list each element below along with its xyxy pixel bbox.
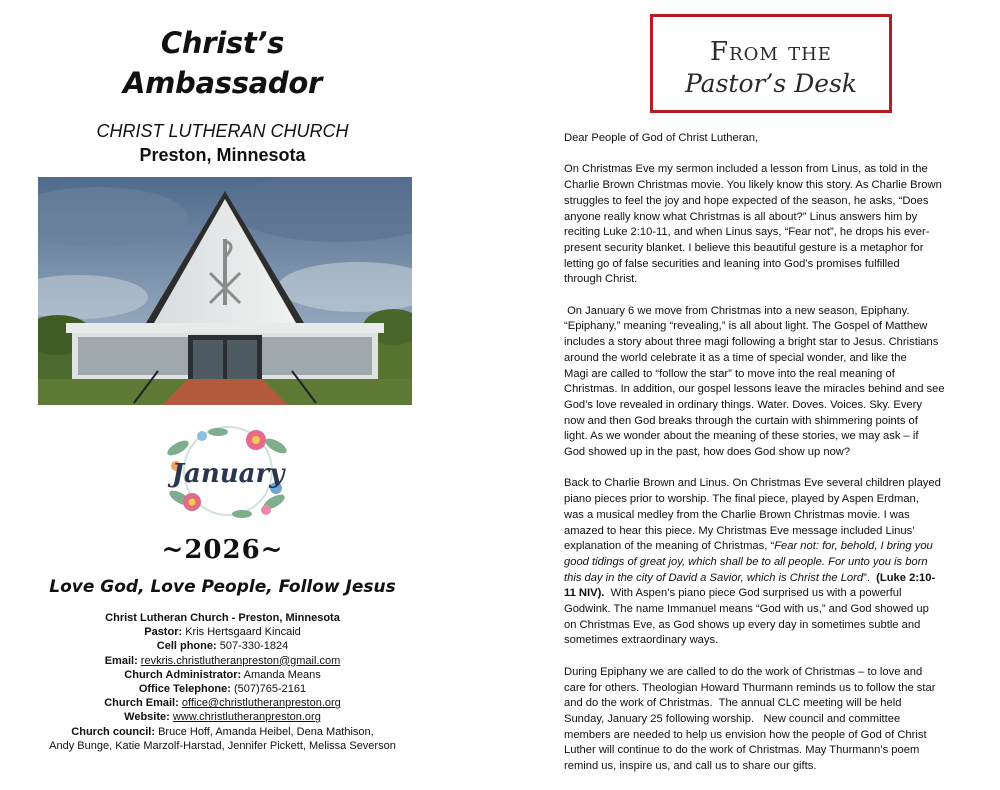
letter-line: Sunday, January 25 following worship. New council and committee [564,712,901,725]
letter-paragraph-3 [564,476,989,649]
website-label: Website: [124,711,170,724]
letter-line: through Christ. [564,273,638,286]
left-panel [0,0,445,773]
church-photo [38,177,412,405]
church-line: Christ Lutheran Church - Preston, Minnesota [105,612,340,624]
letter-line: present security blanket. I believe this beautiful gesture is a metaphor for [564,241,924,254]
scripture-ref: 11 NIV). [564,587,605,600]
council-label: Church council: [71,725,156,738]
letter-line: on Christmas Eve, as God shows up every day in sometimes subtle and [564,618,921,631]
letter-line: On Christmas Eve my sermon included a lesson from Linus, as told in the [564,163,928,176]
quote-close: ”. [863,571,877,584]
newsletter-year: ~2026~ [161,535,284,565]
letter-line: Christmas. In addition, our gospel lessons leave the miracles behind and see [564,383,945,396]
website-link[interactable]: www.christlutheranpreston.org [172,711,321,724]
scripture-quote: this day in the city of David a Savior, which is Christ the Lord [564,571,864,584]
pastor-letter [564,131,989,790]
church-motto: Love God, Love People, Follow Jesus [49,577,396,597]
newsletter-title-line2: Ambassador [122,66,323,100]
pastor-email-link[interactable]: revkris.christlutheranpreston@gmail.com [140,654,341,667]
church-name: CHRIST LUTHERAN CHURCH [96,121,349,141]
letter-line: sometimes extraordinary ways. [564,634,719,647]
letter-line: and do the work of Christmas. The annual CLC meeting will be held [564,697,902,710]
letter-greeting: Dear People of God of Christ Lutheran, [564,132,759,144]
council-line2: Andy Bunge, Katie Marzolf-Harstad, Jennifer Pickett, Melissa Severson [49,739,396,752]
church-email-link[interactable]: office@christlutheranpreston.org [181,697,341,710]
church-city: Preston, Minnesota [139,145,306,165]
letter-line [564,539,989,555]
pastor-label: Pastor: [144,626,183,639]
quote-follow: With Aspen’s piano piece God surprised us with a powerful [604,587,902,600]
letter-paragraph-4 [564,665,989,775]
church-email-label: Church Email: [104,697,179,710]
scripture-ref: (Luke 2:10- [876,571,936,584]
letter-line: God’s love revealed in ordinary things. Water. Doves. Voices. Sky. Every [564,398,922,411]
cell-label: Cell phone: [156,640,217,653]
banner-pastors-desk: Pastor’s Desk [684,69,858,98]
letter-line: members are needed to help us envision how the people of God of Christ [564,728,927,741]
letter-line: around the world celebrate it as a time of special wonder, and like the [564,351,907,364]
letter-paragraph-2 [564,304,989,461]
letter-paragraph-1 [564,162,989,288]
letter-line: reciting Luke 2:10-11, and when Linus says, “Fear not”, he drops his ever- [564,226,930,239]
letter-line: care for others. Theologian Howard Thurmann reminds us to follow the star [564,681,936,694]
letter-line: Godwink. The name Immanuel means “God with us,” and God showed up [564,603,929,616]
church-contact-info [0,611,445,753]
letter-line: God showed up in the past, how does God show up now? [564,446,851,459]
letter-line: includes a story about three magi following a bright star to Jesus. Christians [564,336,939,349]
letter-line: was a musical medley from the Charlie Brown Christmas movie. I was [564,508,910,521]
letter-line: Charlie Brown Christmas movie. You likely know this story. As Charlie Brown [564,179,942,192]
newsletter-title-line1: Christ’s [160,26,285,60]
cell-phone: 507-330-1824 [219,640,289,653]
admin-name: Amanda Means [243,668,321,681]
letter-line: On January 6 we move from Christmas into a new season, Epiphany. [564,304,910,317]
quote-intro: explanation of the meaning of Christmas, “ [564,540,775,553]
pastors-desk-banner [650,14,892,113]
january-text: January [171,459,285,489]
letter-line: piano pieces prior to worship. The final piece, played by Aspen Erdman, [564,493,919,506]
letter-line: remind us, inspire us, and call us to share our gifts. [564,760,817,773]
email-label: Email: [104,654,138,667]
pastor-name: Kris Hertsgaard Kincaid [185,626,301,639]
letter-line: anyone really know what Christmas is all about?” Linus answers him by [564,210,918,223]
banner-from-the: From the [710,37,832,67]
letter-line: During Epiphany we are called to do the work of Christmas – to love and [564,665,923,678]
scripture-quote: Fear not: for, behold, I bring you [774,540,933,553]
admin-label: Church Administrator: [124,668,242,681]
letter-line: struggles to feel the joy and hope expected of the season, he asks, “Does [564,194,929,207]
letter-line: letting go of false securities and leaning into God’s promises fulfilled [564,257,900,270]
letter-line: “Epiphany,” meaning “revealing,” is all about light. The Gospel of Matthew [564,320,928,333]
letter-line: Back to Charlie Brown and Linus. On Christmas Eve several children played [564,477,941,490]
letter-line: now and then God breaks through the curtain with shimmering points of [564,414,918,427]
scripture-quote: good tidings of great joy, which shall be to all people. For unto you is born [564,555,928,568]
letter-line: Luther will continue to do the work of Christmas. May Thurmann’s poem [564,744,920,757]
january-floral-graphic [158,418,298,524]
council-line1: Bruce Hoff, Amanda Heibel, Dena Mathison, [158,725,374,738]
letter-line [564,555,989,571]
letter-line [564,586,989,602]
letter-line [564,571,989,587]
office-label: Office Telephone: [138,683,231,696]
letter-line: Magi are called to “follow the star” to move into the real meaning of [564,367,895,380]
office-phone: (507)765-2161 [233,683,307,696]
letter-line: light. As we wonder about the meaning of these stories, we may ask – if [564,430,919,443]
letter-line: amazed to hear this piece. My Christmas Eve message included Linus’ [564,524,915,537]
